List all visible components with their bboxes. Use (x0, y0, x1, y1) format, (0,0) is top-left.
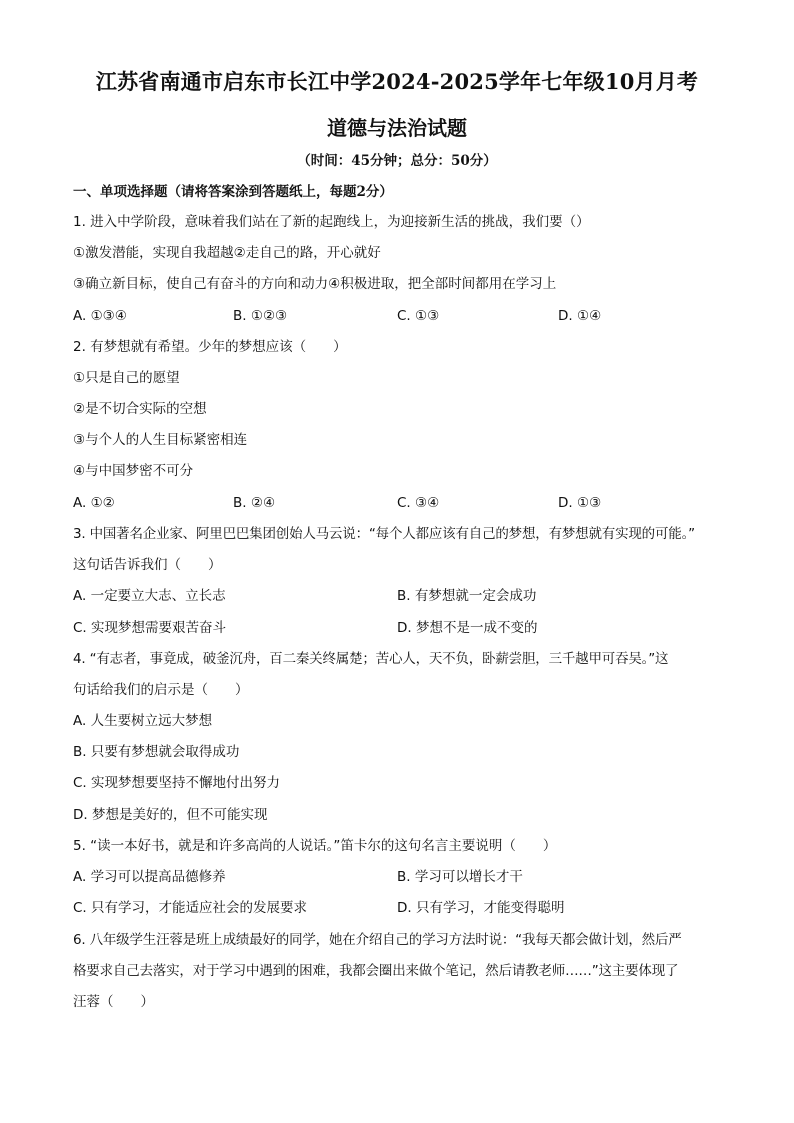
question-2-option-b[interactable]: B. ②④ (233, 495, 276, 511)
question-3-option-a[interactable]: A. 一定要立大志、立长志 (73, 588, 226, 604)
exam-info: （时间：45分钟；总分：50分） (297, 153, 497, 169)
question-4-option-c[interactable]: C. 实现梦想要坚持不懈地付出努力 (73, 775, 281, 791)
question-4-option-a[interactable]: A. 人生要树立远大梦想 (73, 713, 213, 729)
question-6-stem: 6. 八年级学生汪蓉是班上成绩最好的同学，她在介绍自己的学习方法时说：“我每天都会做计划，然后严 (73, 932, 682, 948)
question-4-option-b[interactable]: B. 只要有梦想就会取得成功 (73, 744, 240, 760)
question-5-stem: 5. “读一本好书，就是和许多高尚的人说话。”笛卡尔的这句名言主要说明（ ） (73, 838, 557, 854)
question-3-option-c[interactable]: C. 实现梦想需要艰苦奋斗 (73, 620, 227, 636)
question-1-item: ③确立新目标，使自己有奋斗的方向和动力④积极进取，把全部时间都用在学习上 (73, 276, 557, 292)
question-2-option-d[interactable]: D. ①③ (558, 495, 602, 511)
question-2-option-c[interactable]: C. ③④ (397, 495, 440, 511)
exam-subject: 道德与法治试题 (327, 116, 467, 140)
question-6-stem-cont: 汪蓉（ ） (73, 994, 154, 1010)
exam-title: 江苏省南通市启东市长江中学2024-2025学年七年级10月月考 (95, 69, 699, 94)
question-4-stem: 4. “有志者，事竟成，破釜沉舟，百二秦关终属楚；苦心人，天不负，卧薪尝胆，三千越甲可吞吴。”这 (73, 651, 669, 667)
question-6-stem-cont: 格要求自己去落实，对于学习中遇到的困难，我都会圈出来做个笔记，然后请教老师……”这主要体现了 (73, 963, 679, 979)
question-2-item: ④与中国梦密不可分 (73, 463, 194, 479)
question-1-stem: 1. 进入中学阶段，意味着我们站在了新的起跑线上，为迎接新生活的挑战，我们要（） (73, 214, 590, 230)
question-1-option-c[interactable]: C. ①③ (397, 308, 440, 324)
question-2-item: ②是不切合实际的空想 (73, 401, 207, 417)
question-5-option-b[interactable]: B. 学习可以增长才干 (397, 869, 523, 885)
question-2-option-a[interactable]: A. ①② (73, 495, 115, 511)
question-2-item: ③与个人的人生目标紧密相连 (73, 432, 248, 448)
question-5-option-a[interactable]: A. 学习可以提高品德修养 (73, 869, 226, 885)
section-heading: 一、单项选择题（请将答案涂到答题纸上，每题2分） (73, 184, 393, 200)
question-4-stem-cont: 句话给我们的启示是（ ） (73, 682, 249, 698)
question-2-item: ①只是自己的愿望 (73, 370, 180, 386)
question-3-stem: 3. 中国著名企业家、阿里巴巴集团创始人马云说：“每个人都应该有自己的梦想，有梦想就有实现的可能。” (73, 526, 695, 542)
question-3-option-b[interactable]: B. 有梦想就一定会成功 (397, 588, 537, 604)
question-5-option-c[interactable]: C. 只有学习，才能适应社会的发展要求 (73, 900, 308, 916)
question-2-stem: 2. 有梦想就有希望。少年的梦想应该（ ） (73, 339, 347, 355)
question-5-option-d[interactable]: D. 只有学习，才能变得聪明 (397, 900, 565, 916)
question-3-option-d[interactable]: D. 梦想不是一成不变的 (397, 620, 538, 636)
question-1-option-a[interactable]: A. ①③④ (73, 308, 127, 324)
question-1-option-d[interactable]: D. ①④ (558, 308, 602, 324)
question-3-stem-cont: 这句话告诉我们（ ） (73, 557, 222, 573)
question-1-item: ①激发潜能，实现自我超越②走自己的路，开心就好 (73, 245, 381, 261)
question-4-option-d[interactable]: D. 梦想是美好的，但不可能实现 (73, 807, 268, 823)
question-1-option-b[interactable]: B. ①②③ (233, 308, 288, 324)
